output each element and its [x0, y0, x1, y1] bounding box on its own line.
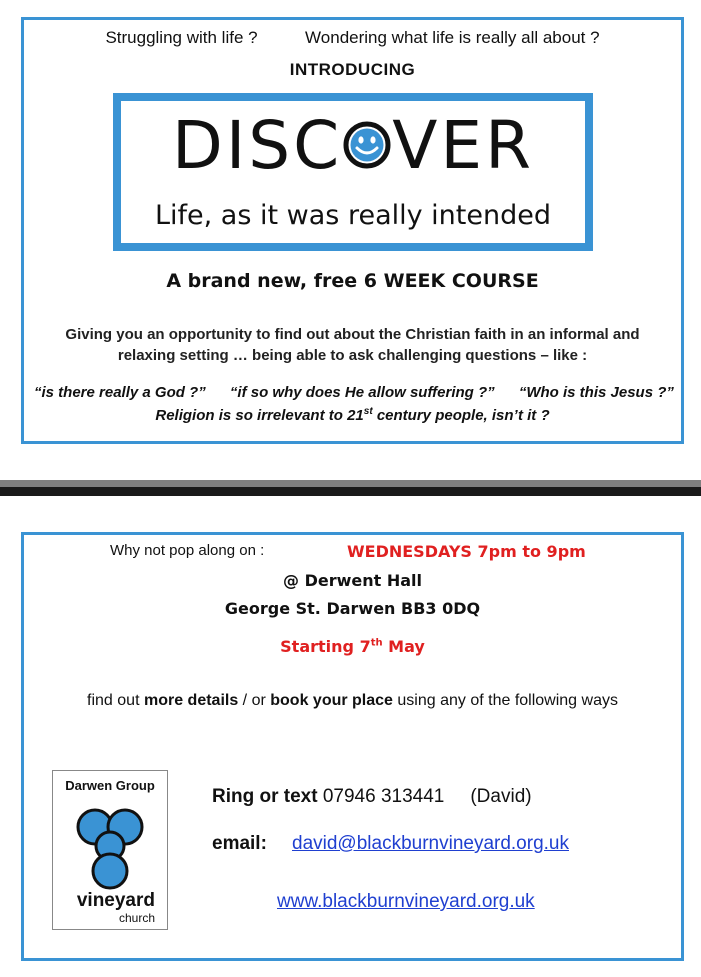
- website-link[interactable]: www.blackburnvineyard.org.uk: [277, 891, 535, 912]
- flyer-top-card: [21, 17, 684, 444]
- discover-logo: [113, 93, 593, 251]
- quote-suffering: “if so why does He allow suffering ?”: [229, 384, 495, 401]
- start-date: Starting 7th May: [280, 637, 425, 656]
- discover-tagline: Life, as it was really intended: [154, 200, 551, 231]
- phone-number: 07946 313441: [317, 786, 445, 807]
- vineyard-church-logo: [52, 770, 168, 930]
- discover-wordmark: DISC VER: [172, 107, 534, 184]
- course-headline: A brand new, free 6 WEEK COURSE: [166, 270, 539, 292]
- intro-questions: [24, 28, 681, 48]
- question-quotes: [24, 384, 681, 401]
- email-link[interactable]: david@blackburnvineyard.org.uk: [292, 833, 569, 854]
- vineyard-grapes-icon: [75, 801, 147, 891]
- description-line-2: relaxing setting … being able to ask challenging questions – like :: [117, 347, 588, 364]
- venue-name: @ Derwent Hall: [283, 571, 422, 590]
- quote-jesus: “Who is this Jesus ?”: [518, 384, 674, 401]
- phone-contact: Ring or text 07946 313441 (David): [212, 786, 532, 807]
- description-line-1: Giving you an opportunity to find out about the Christian faith in an informal and: [65, 326, 640, 343]
- logo-church-word: church: [118, 911, 155, 925]
- smiley-face-icon: [342, 120, 392, 170]
- question-struggling: Struggling with life ?: [105, 28, 258, 47]
- quote-god: “is there really a God ?”: [34, 384, 206, 401]
- pop-along-text: Why not pop along on :: [110, 542, 265, 559]
- find-out-text: find out more details / or book your place using any of the following ways: [87, 692, 618, 709]
- contact-name: (David): [470, 786, 532, 807]
- schedule-text: WEDNESDAYS 7pm to 9pm: [347, 542, 586, 561]
- page-divider-dark: [0, 487, 701, 496]
- venue-address: George St. Darwen BB3 0DQ: [224, 599, 481, 618]
- page-divider-grey: [0, 480, 701, 487]
- flyer-bottom-card: [21, 532, 684, 961]
- email-label: email:: [212, 833, 267, 854]
- religion-line: Religion is so irrelevant to 21st century people, isn’t it ?: [155, 406, 550, 424]
- logo-vineyard-word: vineyard: [76, 890, 155, 911]
- question-wondering: Wondering what life is really all about ?: [305, 28, 600, 47]
- logo-group-name: Darwen Group: [65, 778, 155, 793]
- introducing-heading: INTRODUCING: [289, 60, 416, 79]
